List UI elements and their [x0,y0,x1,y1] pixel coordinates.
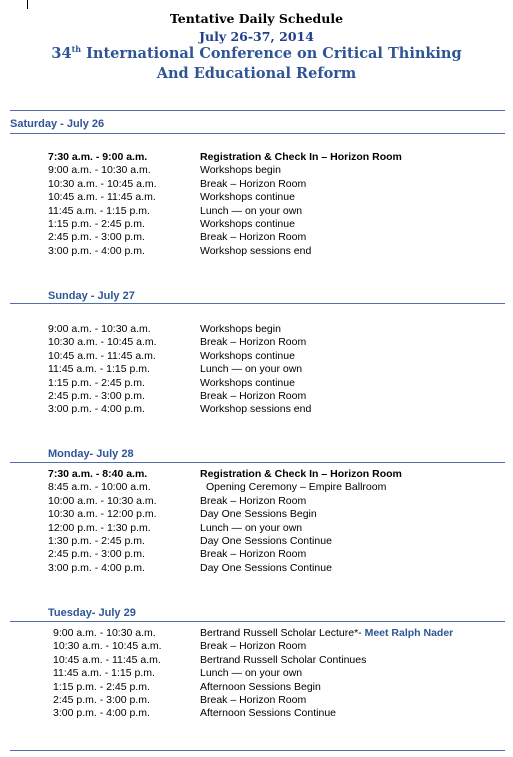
schedule-row [0,178,513,191]
page-title: Tentative Daily Schedule [169,11,344,26]
row-activity [200,548,306,561]
conference-name-rest: International Conference on Critical Thinking [81,45,462,62]
schedule-row [0,191,513,204]
schedule-row [0,707,513,720]
row-activity [200,350,295,363]
row-time: 11:45 a.m. - 1:15 p.m. [53,667,155,680]
row-time: 3:00 p.m. - 4:00 p.m. [48,561,145,574]
schedule-row [0,350,513,363]
row-activity-text: Day One Sessions Continue [200,535,332,547]
day-header-tuesday: Tuesday- July 29 [48,607,136,619]
row-activity [200,403,311,416]
schedule-row [0,205,513,218]
row-activity [200,218,295,231]
row-activity [200,323,281,336]
schedule-row [0,164,513,177]
row-time: 3:00 p.m. - 4:00 p.m. [48,244,145,257]
row-activity [200,627,453,640]
divider-tuesday [10,621,505,622]
row-time: 3:00 p.m. - 4:00 p.m. [53,707,150,720]
row-activity [200,640,306,653]
row-time: 9:00 a.m. - 10:30 a.m. [48,323,151,335]
row-activity [200,562,332,575]
schedule-row [0,336,513,349]
row-time: 1:30 p.m. - 2:45 p.m. [48,535,145,547]
row-activity [200,151,402,164]
schedule-row [0,323,513,336]
row-activity [200,681,321,694]
schedule-row [0,535,513,548]
row-activity [200,694,306,707]
schedule-row [0,468,513,481]
row-time: 2:45 p.m. - 3:00 p.m. [48,548,145,561]
row-activity-text: Break – Horizon Room [200,231,307,244]
row-activity-text: Workshops continue [200,218,295,230]
row-time: 10:45 a.m. - 11:45 a.m. [53,653,161,666]
row-time: 10:00 a.m. - 10:30 a.m. [48,494,157,507]
row-activity-text: Workshops continue [200,191,295,204]
text-cursor [27,0,28,9]
row-time: 2:45 p.m. - 3:00 p.m. [48,390,145,402]
row-activity-text: Lunch — on your own [200,204,303,217]
divider-monday [10,462,505,463]
row-activity [200,377,295,390]
row-activity [200,178,306,191]
schedule-row [0,390,513,403]
schedule-row [0,403,513,416]
row-time: 12:00 p.m. - 1:30 p.m. [48,521,151,534]
row-activity [200,468,402,481]
row-time: 7:30 a.m. - 8:40 a.m. [48,468,148,480]
row-activity-text: Break – Horizon Room [200,494,307,507]
row-time: 10:30 a.m. - 10:45 a.m. [48,177,157,190]
row-time: 10:45 a.m. - 11:45 a.m. [48,349,156,362]
row-time: 1:15 p.m. - 2:45 p.m. [53,680,150,693]
schedule-row [0,508,513,521]
row-time: 2:45 p.m. - 3:00 p.m. [48,231,145,244]
schedule-row [0,522,513,535]
row-activity-text: Workshops continue [200,349,295,362]
row-activity-text: Break – Horizon Room [200,177,307,190]
row-activity-text: Afternoon Sessions Begin [200,680,321,693]
row-activity-text: Lunch — on your own [200,521,303,534]
schedule-row [0,231,513,244]
row-time: 10:30 a.m. - 12:00 p.m. [48,508,157,521]
schedule-row [0,640,513,653]
row-activity [200,707,336,720]
day-header-sunday: Sunday - July 27 [48,290,135,302]
row-activity-text: Break – Horizon Room [200,548,307,561]
row-activity-text: Workshop sessions end [200,403,312,416]
conference-ordinal: th [71,44,82,55]
row-time: 10:30 a.m. - 10:45 a.m. [48,336,157,349]
schedule-row [0,363,513,376]
row-time: 3:00 p.m. - 4:00 p.m. [48,403,145,416]
row-activity-text: Workshop sessions end [200,244,312,257]
row-activity-text: Registration & Check In – Horizon Room [200,151,402,163]
row-activity [200,231,306,244]
schedule-row [0,481,513,494]
schedule-row [0,681,513,694]
divider-top [10,110,505,111]
row-time: 7:30 a.m. - 9:00 a.m. [48,151,148,163]
row-activity-text: Afternoon Sessions Continue [200,707,337,720]
row-activity [200,535,332,548]
row-activity-text: Workshops begin [200,323,281,335]
conference-name [0,45,513,62]
row-time: 10:30 a.m. - 10:45 a.m. [53,640,162,653]
row-activity-highlight: Meet Ralph Nader [364,627,454,639]
schedule-row [0,667,513,680]
row-activity-text: Workshops begin [200,164,281,177]
row-activity-text: Day One Sessions Begin [200,508,317,521]
row-activity-text: Registration & Check In – Horizon Room [200,468,402,480]
row-activity-text: Break – Horizon Room [200,694,307,706]
row-activity-text: Workshops continue [200,376,295,389]
schedule-row [0,151,513,164]
row-activity-text: Bertrand Russell Scholar Continues [200,653,367,666]
schedule-row [0,548,513,561]
day-header-monday: Monday- July 28 [48,448,134,460]
row-activity-text: Bertrand Russell Scholar Lecture*- [200,627,365,639]
divider-bottom [10,750,505,751]
row-activity-text: Opening Ceremony – Empire Ballroom [206,481,387,494]
row-time: 9:00 a.m. - 10:30 a.m. [53,627,156,639]
schedule-row [0,694,513,707]
row-time: 8:45 a.m. - 10:00 a.m. [48,481,151,494]
row-time: 11:45 a.m. - 1:15 p.m. [48,204,150,217]
row-activity [200,654,366,667]
row-activity-text: Break – Horizon Room [200,390,307,402]
row-time: 10:45 a.m. - 11:45 a.m. [48,191,156,204]
row-activity [200,508,317,521]
divider-saturday [10,133,505,134]
conference-number: 34 [51,45,72,62]
row-activity [200,164,281,177]
row-activity [200,667,302,680]
conference-dates: July 26-37, 2014 [199,29,314,44]
row-activity-text: Break – Horizon Room [200,336,307,349]
schedule-row [0,245,513,258]
schedule-row [0,218,513,231]
row-activity [200,390,306,403]
schedule-row [0,562,513,575]
schedule-row [0,627,513,640]
row-activity-text: Lunch — on your own [200,667,303,680]
row-activity-text: Break – Horizon Room [200,640,307,653]
row-activity [206,481,386,494]
row-time: 1:15 p.m. - 2:45 p.m. [48,376,145,389]
row-time: 1:15 p.m. - 2:45 p.m. [48,218,145,230]
divider-sunday-top [10,303,505,304]
row-activity [200,191,295,204]
row-activity [200,205,302,218]
row-activity [200,245,311,258]
row-activity [200,522,302,535]
row-activity [200,495,306,508]
schedule-row [0,495,513,508]
schedule-row [0,377,513,390]
row-activity-text: Day One Sessions Continue [200,561,332,574]
conference-subtitle: And Educational Reform [156,65,357,82]
row-time: 11:45 a.m. - 1:15 p.m. [48,363,150,376]
row-time: 9:00 a.m. - 10:30 a.m. [48,164,151,177]
row-activity-text: Lunch — on your own [200,363,303,376]
day-header-saturday: Saturday - July 26 [10,118,105,130]
row-time: 2:45 p.m. - 3:00 p.m. [53,694,150,706]
row-activity [200,363,302,376]
row-activity [200,336,306,349]
schedule-row [0,654,513,667]
